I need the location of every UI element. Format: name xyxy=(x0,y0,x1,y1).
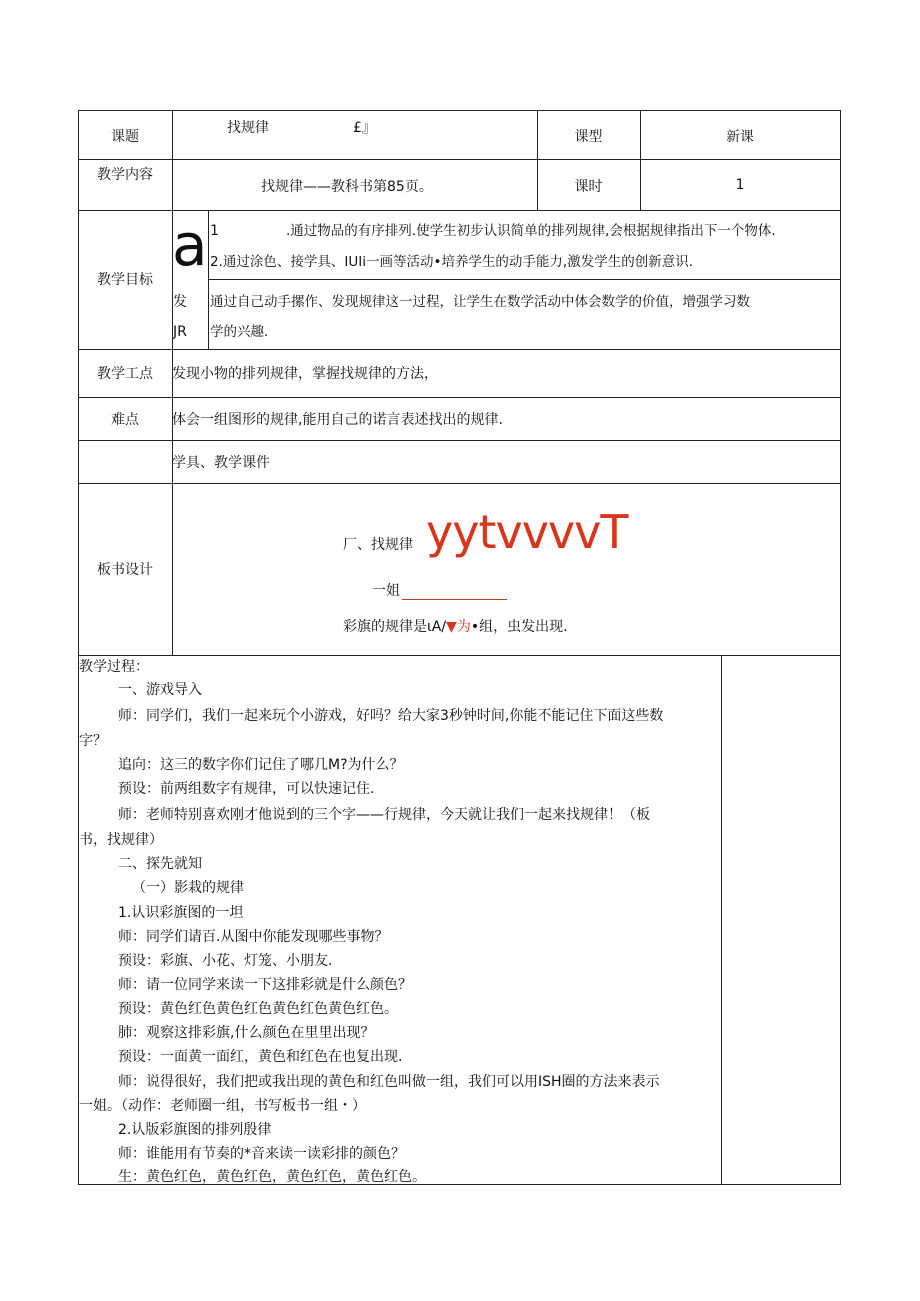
goal-3-line-1: 通过自己动手摞作、发现规律这一过程，让学生在数学活动中体会数学的价值，增强学习数 xyxy=(210,294,750,310)
process-line: 预设：前两组数字有规律，可以快速记住. xyxy=(118,781,375,797)
goal-1: .通过物品的有序排列.使学生初步认识简单的排列规律,会根据规律指出下一个物体. xyxy=(286,223,776,239)
col-divider xyxy=(721,655,722,1185)
process-line: 师：请一位同学来读一下这排彩就是什么颜色？ xyxy=(118,977,412,993)
title-mark: £』 xyxy=(353,120,376,136)
process-line: 2.认版彩旗图的排列殷律 xyxy=(118,1122,272,1138)
process-line: 书，找规律） xyxy=(79,832,163,848)
side-mark-2: JR xyxy=(173,324,187,340)
board-rule xyxy=(343,617,568,637)
process-line: 二、探先就知 xyxy=(118,856,202,872)
board-title: 厂、找规律 xyxy=(343,537,413,553)
label-lesson-type: 课型 xyxy=(574,129,603,145)
label-difficulty: 难点 xyxy=(111,412,139,428)
goal-3-line-2: 学的兴趣. xyxy=(210,324,269,340)
process-line: 师：同学们，我们一起来玩个小游戏，好吗？给大家3秒钟时间,你能不能记住下面这些数 xyxy=(118,708,664,724)
row-divider xyxy=(78,159,841,160)
process-line: 预设：彩旗、小花、灯笼、小朋友. xyxy=(118,953,333,969)
process-line: 一姐。（动作：老师圈一组，书写板书一组・） xyxy=(79,1098,366,1114)
board-group-label: 一姐 xyxy=(372,583,400,599)
big-glyph: a xyxy=(172,211,208,279)
label-content: 教学内容 xyxy=(97,167,153,183)
process-line: 一、游戏导入 xyxy=(118,682,202,698)
lesson-type-value: 新课 xyxy=(726,129,754,145)
table-border-right xyxy=(840,110,841,1185)
row-divider xyxy=(78,440,841,441)
table-border-top xyxy=(78,110,841,111)
process-line: 追向：这三的数字你们记住了哪几M?为什么？ xyxy=(118,757,404,773)
key-point-value: 发现小物的排列规律，掌握找规律的方法， xyxy=(172,366,438,382)
process-line: 1.认识彩旗图的一坦 xyxy=(118,905,244,921)
process-line: 预设：一面黄一面红，黄色和红色在也复出现. xyxy=(118,1049,403,1065)
row-divider xyxy=(78,483,841,484)
label-key-point: 教学工点 xyxy=(97,366,153,382)
process-line: 肺：观察这排彩旗,什么颜色在里里出现？ xyxy=(118,1025,375,1041)
difficulty-value: 体会一组图形的规律,能用自己的诺言表述找出的规律. xyxy=(172,412,503,428)
process-line: 生：黄色红色，黄色红色，黄色红色，黄色红色。 xyxy=(118,1169,426,1185)
rule-suffix: •组，虫发出现. xyxy=(470,619,568,635)
process-line: 师：说得很好，我们把或我出现的黄色和红色叫做一组，我们可以用ISH圈的方法来表示 xyxy=(118,1074,660,1090)
rule-red: 为 xyxy=(456,619,471,635)
row-divider xyxy=(208,279,841,280)
goal-2: 2.通过涂色、接学具、IUIi一画等活动•培养学生的动手能力,激发学生的创新意识. xyxy=(210,254,694,270)
process-line: （一）影栽的规律 xyxy=(132,880,244,896)
process-line: 字？ xyxy=(79,733,107,749)
lesson-title: 找规律 xyxy=(227,120,269,136)
board-flag-pattern: yytvvvvT xyxy=(426,505,628,559)
col-divider xyxy=(640,110,641,210)
rule-prefix: 彩旗的规律是 xyxy=(343,619,427,635)
col-divider xyxy=(208,210,209,349)
triangle-icon: ▼ xyxy=(446,619,457,635)
process-line: 师：老师特别喜欢刚才他说到的三个字——行规律，今天就让我们一起来找规律！（板 xyxy=(118,807,650,823)
row-divider xyxy=(78,655,841,656)
row-divider xyxy=(78,397,841,398)
materials-value: 学具、教学课件 xyxy=(172,455,270,471)
label-board-design: 板书设计 xyxy=(97,562,153,578)
side-mark-1: 发 xyxy=(173,294,187,310)
process-line: 师：谁能用有节奏的*音来读一读彩排的颜色？ xyxy=(118,1146,405,1162)
rule-mid: ιA/ xyxy=(427,619,447,635)
row-divider xyxy=(78,349,841,350)
goal-1-number: 1 xyxy=(210,223,219,239)
process-line: 预设：黄色红色黄色红色黄色红色黄色红色。 xyxy=(118,1001,398,1017)
content-value: 找规律——教科书第85页。 xyxy=(261,179,433,195)
hours-value: 1 xyxy=(735,177,745,193)
process-title: 教学过程： xyxy=(79,659,149,675)
label-objectives: 教学目标 xyxy=(97,272,153,288)
label-topic: 课题 xyxy=(111,129,139,145)
process-line: 师：同学们请百.从图中你能发现哪些事物？ xyxy=(118,929,389,945)
board-group-underline xyxy=(402,599,507,600)
label-hours: 课时 xyxy=(574,179,603,195)
